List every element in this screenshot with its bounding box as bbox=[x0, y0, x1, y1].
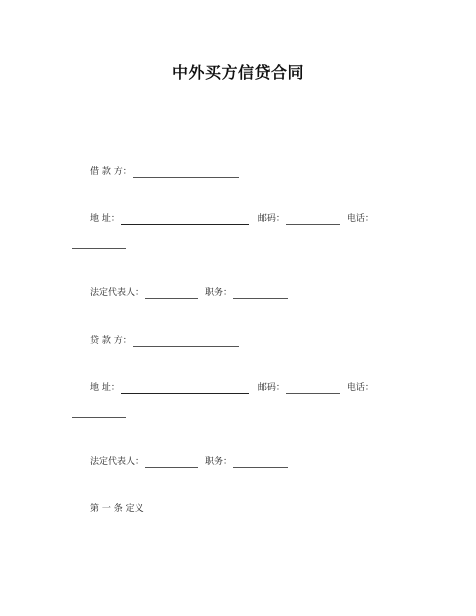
lender-legal-rep-line bbox=[90, 456, 289, 468]
lender-legal-rep-blank bbox=[145, 457, 198, 468]
lender-position-blank bbox=[233, 457, 288, 468]
position-label: 职务： bbox=[205, 288, 233, 298]
legal-rep-label: 法定代表人： bbox=[90, 457, 145, 467]
borrower-phone-blank bbox=[72, 238, 126, 249]
article-one-heading bbox=[90, 503, 144, 515]
lender-line bbox=[90, 335, 240, 347]
address-label: 地 址： bbox=[90, 383, 120, 393]
phone-label: 电话： bbox=[346, 383, 374, 393]
borrower-position-blank bbox=[233, 288, 288, 299]
borrower-postcode-blank bbox=[286, 214, 340, 225]
borrower-legal-rep-line bbox=[90, 287, 289, 299]
lender-phone-continuation bbox=[71, 407, 127, 418]
postcode-label: 邮码： bbox=[257, 214, 285, 224]
lender-address-blank bbox=[121, 383, 249, 394]
lender-postcode-blank bbox=[286, 383, 340, 394]
borrower-line bbox=[90, 166, 240, 178]
lender-phone-blank bbox=[72, 407, 126, 418]
lender-blank bbox=[133, 336, 239, 347]
postcode-label: 邮码： bbox=[257, 383, 285, 393]
borrower-address-line bbox=[90, 213, 374, 225]
borrower-phone-continuation bbox=[71, 238, 127, 249]
address-label: 地 址： bbox=[90, 214, 120, 224]
legal-rep-label: 法定代表人： bbox=[90, 288, 145, 298]
borrower-blank bbox=[133, 167, 239, 178]
phone-label: 电话： bbox=[346, 214, 374, 224]
borrower-label: 借 款 方： bbox=[90, 167, 132, 177]
lender-label: 贷 款 方： bbox=[90, 336, 132, 346]
document-title: 中外买方信贷合同 bbox=[171, 63, 304, 82]
borrower-legal-rep-blank bbox=[145, 288, 198, 299]
borrower-address-blank bbox=[121, 214, 249, 225]
lender-address-line bbox=[90, 382, 374, 394]
position-label: 职务： bbox=[205, 457, 233, 467]
article-one-text: 第 一 条 定义 bbox=[90, 504, 144, 514]
